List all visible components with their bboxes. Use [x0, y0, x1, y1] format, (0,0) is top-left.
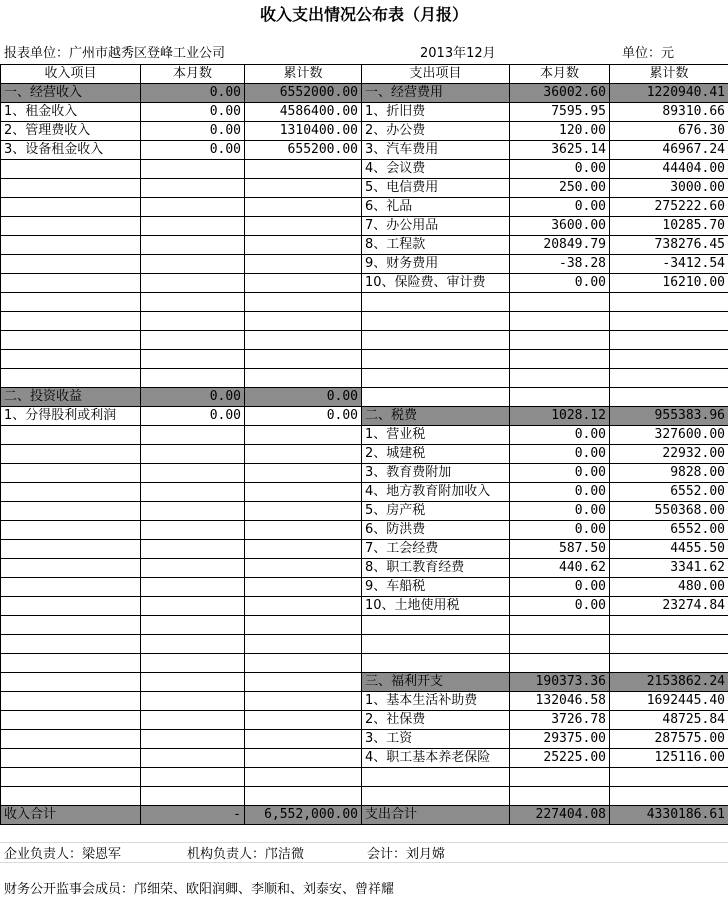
income-item — [1, 160, 141, 179]
income-item — [1, 217, 141, 236]
expense-month: 7595.95 — [510, 103, 610, 122]
expense-month — [510, 293, 610, 312]
expense-cumulative — [610, 616, 728, 635]
expense-month: 250.00 — [510, 179, 610, 198]
income-cumulative — [245, 521, 362, 540]
income-item — [1, 768, 141, 787]
expense-item: 7、工会经费 — [362, 540, 510, 559]
expense-item: 3、教育费附加 — [362, 464, 510, 483]
expense-cumulative: 9828.00 — [610, 464, 728, 483]
expense-item: 9、财务费用 — [362, 255, 510, 274]
income-month — [141, 331, 245, 350]
expense-cumulative — [610, 312, 728, 331]
expense-cumulative: 46967.24 — [610, 141, 728, 160]
income-item — [1, 369, 141, 388]
income-cumulative — [245, 236, 362, 255]
income-month — [141, 369, 245, 388]
expense-cumulative: 1692445.40 — [610, 692, 728, 711]
table-row — [1, 483, 728, 502]
expense-item: 1、营业税 — [362, 426, 510, 445]
income-cumulative: 0.00 — [245, 407, 362, 426]
expense-month: 0.00 — [510, 521, 610, 540]
income-month: - — [141, 806, 245, 825]
table-row — [1, 597, 728, 616]
expense-cumulative — [610, 635, 728, 654]
expense-item: 10、土地使用税 — [362, 597, 510, 616]
income-item — [1, 559, 141, 578]
expense-month: 0.00 — [510, 160, 610, 179]
expense-item: 5、房产税 — [362, 502, 510, 521]
expense-month — [510, 616, 610, 635]
column-header: 收入项目 — [1, 65, 141, 84]
table-row — [1, 749, 728, 768]
table-row — [1, 141, 728, 160]
expense-month: 120.00 — [510, 122, 610, 141]
expense-month: 0.00 — [510, 578, 610, 597]
expense-item: 2、办公费 — [362, 122, 510, 141]
expense-item: 2、城建税 — [362, 445, 510, 464]
expense-item: 4、职工基本养老保险 — [362, 749, 510, 768]
income-month — [141, 635, 245, 654]
income-month: 0.00 — [141, 122, 245, 141]
table-row — [1, 388, 728, 407]
income-item — [1, 540, 141, 559]
expense-month — [510, 350, 610, 369]
income-item — [1, 730, 141, 749]
income-month — [141, 578, 245, 597]
expense-cumulative: 4455.50 — [610, 540, 728, 559]
income-cumulative — [245, 464, 362, 483]
expense-item: 3、汽车费用 — [362, 141, 510, 160]
income-item — [1, 312, 141, 331]
currency-unit: 单位：元 — [622, 46, 675, 61]
table-row — [1, 654, 728, 673]
expense-month: 440.62 — [510, 559, 610, 578]
income-item — [1, 787, 141, 806]
expense-item: 4、会议费 — [362, 160, 510, 179]
income-cumulative — [245, 160, 362, 179]
expense-cumulative: 16210.00 — [610, 274, 728, 293]
income-item — [1, 483, 141, 502]
expense-month: 0.00 — [510, 464, 610, 483]
expense-cumulative — [610, 350, 728, 369]
income-item — [1, 426, 141, 445]
income-cumulative: 1310400.00 — [245, 122, 362, 141]
income-item — [1, 597, 141, 616]
income-cumulative — [245, 293, 362, 312]
income-month: 0.00 — [141, 103, 245, 122]
expense-item — [362, 293, 510, 312]
income-cumulative — [245, 426, 362, 445]
income-month — [141, 426, 245, 445]
income-cumulative — [245, 768, 362, 787]
income-month: 0.00 — [141, 141, 245, 160]
expense-month: -38.28 — [510, 255, 610, 274]
income-item: 一、经营收入 — [1, 84, 141, 103]
income-month — [141, 445, 245, 464]
expense-item — [362, 635, 510, 654]
expense-cumulative: 10285.70 — [610, 217, 728, 236]
income-item: 3、设备租金收入 — [1, 141, 141, 160]
income-cumulative — [245, 749, 362, 768]
expense-cumulative: 6552.00 — [610, 483, 728, 502]
expense-item: 8、工程款 — [362, 236, 510, 255]
expense-cumulative — [610, 369, 728, 388]
table-row — [1, 217, 728, 236]
income-month — [141, 350, 245, 369]
income-expense-table — [0, 64, 728, 825]
expense-item — [362, 331, 510, 350]
expense-cumulative: 44404.00 — [610, 160, 728, 179]
income-month — [141, 749, 245, 768]
income-item: 1、租金收入 — [1, 103, 141, 122]
expense-cumulative: 6552.00 — [610, 521, 728, 540]
expense-cumulative — [610, 787, 728, 806]
expense-month — [510, 768, 610, 787]
expense-cumulative — [610, 388, 728, 407]
table-row — [1, 255, 728, 274]
table-row — [1, 787, 728, 806]
expense-cumulative: 4330186.61 — [610, 806, 728, 825]
income-cumulative — [245, 198, 362, 217]
income-item — [1, 521, 141, 540]
expense-cumulative: 1220940.41 — [610, 84, 728, 103]
expense-cumulative: 2153862.24 — [610, 673, 728, 692]
table-row — [1, 407, 728, 426]
income-cumulative — [245, 255, 362, 274]
expense-month — [510, 369, 610, 388]
expense-month: 0.00 — [510, 502, 610, 521]
income-month — [141, 654, 245, 673]
table-row — [1, 369, 728, 388]
expense-item: 6、礼品 — [362, 198, 510, 217]
income-item — [1, 711, 141, 730]
income-cumulative — [245, 350, 362, 369]
expense-item: 3、工资 — [362, 730, 510, 749]
expense-month: 3600.00 — [510, 217, 610, 236]
income-item — [1, 578, 141, 597]
expense-cumulative — [610, 654, 728, 673]
reporting-unit: 报表单位：广州市越秀区登峰工业公司 — [4, 46, 226, 61]
expense-item: 支出合计 — [362, 806, 510, 825]
income-cumulative — [245, 312, 362, 331]
table-row — [1, 806, 728, 825]
expense-month: 0.00 — [510, 274, 610, 293]
table-row — [1, 559, 728, 578]
income-month — [141, 673, 245, 692]
income-month — [141, 255, 245, 274]
income-cumulative — [245, 274, 362, 293]
table-row — [1, 293, 728, 312]
expense-month — [510, 388, 610, 407]
expense-month: 36002.60 — [510, 84, 610, 103]
column-header: 本月数 — [141, 65, 245, 84]
expense-month: 25225.00 — [510, 749, 610, 768]
income-item — [1, 445, 141, 464]
expense-cumulative — [610, 331, 728, 350]
table-row — [1, 84, 728, 103]
expense-item: 三、福利开支 — [362, 673, 510, 692]
income-month: 0.00 — [141, 407, 245, 426]
report-period: 2013年12月 — [420, 46, 496, 61]
expense-cumulative: 738276.45 — [610, 236, 728, 255]
expense-item: 二、税费 — [362, 407, 510, 426]
expense-item: 1、折旧费 — [362, 103, 510, 122]
income-cumulative — [245, 445, 362, 464]
income-cumulative — [245, 559, 362, 578]
expense-month: 0.00 — [510, 483, 610, 502]
income-cumulative — [245, 597, 362, 616]
expense-month: 3625.14 — [510, 141, 610, 160]
income-month — [141, 312, 245, 331]
expense-item — [362, 388, 510, 407]
income-cumulative — [245, 369, 362, 388]
expense-item: 10、保险费、审计费 — [362, 274, 510, 293]
expense-cumulative: 287575.00 — [610, 730, 728, 749]
expense-month: 0.00 — [510, 198, 610, 217]
expense-item — [362, 616, 510, 635]
income-item — [1, 464, 141, 483]
expense-month — [510, 312, 610, 331]
table-row — [1, 673, 728, 692]
expense-cumulative — [610, 768, 728, 787]
expense-item: 2、社保费 — [362, 711, 510, 730]
table-row — [1, 103, 728, 122]
table-row — [1, 692, 728, 711]
table-row — [1, 578, 728, 597]
table-row — [1, 331, 728, 350]
expense-item — [362, 787, 510, 806]
table-row — [1, 445, 728, 464]
expense-item: 1、基本生活补助费 — [362, 692, 510, 711]
expense-month — [510, 331, 610, 350]
expense-item: 5、电信费用 — [362, 179, 510, 198]
table-row — [1, 350, 728, 369]
income-month — [141, 236, 245, 255]
report-title: 收入支出情况公布表（月报） — [259, 5, 468, 24]
expense-month: 0.00 — [510, 597, 610, 616]
income-month — [141, 160, 245, 179]
table-row — [1, 635, 728, 654]
expense-cumulative: -3412.54 — [610, 255, 728, 274]
expense-month: 227404.08 — [510, 806, 610, 825]
income-cumulative — [245, 673, 362, 692]
expense-cumulative: 3000.00 — [610, 179, 728, 198]
expense-month: 1028.12 — [510, 407, 610, 426]
income-item: 收入合计 — [1, 806, 141, 825]
column-header: 支出项目 — [362, 65, 510, 84]
expense-cumulative: 676.30 — [610, 122, 728, 141]
income-item — [1, 502, 141, 521]
table-row — [1, 711, 728, 730]
table-header-row — [1, 65, 728, 84]
income-month — [141, 597, 245, 616]
expense-cumulative: 3341.62 — [610, 559, 728, 578]
income-item: 1、分得股利或利润 — [1, 407, 141, 426]
expense-month: 29375.00 — [510, 730, 610, 749]
income-cumulative — [245, 787, 362, 806]
expense-month: 3726.78 — [510, 711, 610, 730]
expense-item: 7、办公用品 — [362, 217, 510, 236]
column-header: 累计数 — [610, 65, 728, 84]
table-row — [1, 198, 728, 217]
enterprise-head: 企业负责人：梁恩军 — [4, 847, 122, 862]
income-month — [141, 198, 245, 217]
income-item: 2、管理费收入 — [1, 122, 141, 141]
expense-month: 0.00 — [510, 445, 610, 464]
expense-month — [510, 787, 610, 806]
table-row — [1, 426, 728, 445]
income-cumulative: 655200.00 — [245, 141, 362, 160]
expense-month: 132046.58 — [510, 692, 610, 711]
income-month — [141, 730, 245, 749]
expense-cumulative: 955383.96 — [610, 407, 728, 426]
income-item — [1, 255, 141, 274]
table-row — [1, 274, 728, 293]
income-month: 0.00 — [141, 84, 245, 103]
expense-cumulative: 23274.84 — [610, 597, 728, 616]
income-month — [141, 502, 245, 521]
income-item — [1, 616, 141, 635]
expense-cumulative: 22932.00 — [610, 445, 728, 464]
table-row — [1, 179, 728, 198]
org-head: 机构负责人：邝洁微 — [187, 847, 305, 862]
table-row — [1, 521, 728, 540]
income-cumulative — [245, 578, 362, 597]
expense-cumulative: 327600.00 — [610, 426, 728, 445]
expense-item — [362, 350, 510, 369]
expense-item: 4、地方教育附加收入 — [362, 483, 510, 502]
expense-item — [362, 369, 510, 388]
expense-cumulative: 275222.60 — [610, 198, 728, 217]
income-month — [141, 274, 245, 293]
sheet-gridline — [0, 842, 728, 843]
expense-item: 6、防洪费 — [362, 521, 510, 540]
income-item — [1, 654, 141, 673]
income-item: 二、投资收益 — [1, 388, 141, 407]
expense-cumulative — [610, 293, 728, 312]
expense-month — [510, 635, 610, 654]
table-row — [1, 768, 728, 787]
income-cumulative — [245, 692, 362, 711]
income-cumulative — [245, 331, 362, 350]
income-item — [1, 274, 141, 293]
expense-item — [362, 768, 510, 787]
expense-cumulative: 125116.00 — [610, 749, 728, 768]
income-cumulative: 6552000.00 — [245, 84, 362, 103]
income-cumulative: 6,552,000.00 — [245, 806, 362, 825]
income-month — [141, 540, 245, 559]
expense-item: 8、职工教育经费 — [362, 559, 510, 578]
column-header: 本月数 — [510, 65, 610, 84]
expense-item — [362, 312, 510, 331]
income-item — [1, 673, 141, 692]
income-month — [141, 464, 245, 483]
income-month — [141, 293, 245, 312]
expense-item: 一、经营费用 — [362, 84, 510, 103]
expense-cumulative: 550368.00 — [610, 502, 728, 521]
table-row — [1, 122, 728, 141]
income-month — [141, 711, 245, 730]
table-row — [1, 160, 728, 179]
expense-cumulative: 480.00 — [610, 578, 728, 597]
income-item — [1, 179, 141, 198]
column-header: 累计数 — [245, 65, 362, 84]
income-month — [141, 692, 245, 711]
expense-item: 9、车船税 — [362, 578, 510, 597]
table-row — [1, 312, 728, 331]
income-month: 0.00 — [141, 388, 245, 407]
income-cumulative — [245, 711, 362, 730]
table-row — [1, 730, 728, 749]
table-row — [1, 502, 728, 521]
expense-month: 587.50 — [510, 540, 610, 559]
expense-cumulative: 48725.84 — [610, 711, 728, 730]
income-cumulative — [245, 540, 362, 559]
income-item — [1, 198, 141, 217]
income-month — [141, 559, 245, 578]
income-cumulative — [245, 217, 362, 236]
income-item — [1, 236, 141, 255]
income-month — [141, 787, 245, 806]
expense-month: 0.00 — [510, 426, 610, 445]
income-cumulative — [245, 483, 362, 502]
income-month — [141, 616, 245, 635]
income-month — [141, 217, 245, 236]
accountant: 会计：刘月嫦 — [367, 847, 446, 862]
income-cumulative — [245, 654, 362, 673]
income-cumulative — [245, 179, 362, 198]
table-row — [1, 236, 728, 255]
income-cumulative — [245, 502, 362, 521]
income-cumulative — [245, 616, 362, 635]
expense-cumulative: 89310.66 — [610, 103, 728, 122]
income-month — [141, 179, 245, 198]
income-cumulative — [245, 730, 362, 749]
income-item — [1, 749, 141, 768]
table-row — [1, 616, 728, 635]
income-month — [141, 521, 245, 540]
expense-item — [362, 654, 510, 673]
supervisory-committee: 财务公开监事会成员：邝细荣、欧阳润卿、李顺和、刘泰安、曾祥耀 — [4, 882, 395, 897]
expense-month: 190373.36 — [510, 673, 610, 692]
income-cumulative — [245, 635, 362, 654]
table-row — [1, 464, 728, 483]
table-row — [1, 540, 728, 559]
income-item — [1, 331, 141, 350]
income-month — [141, 768, 245, 787]
income-item — [1, 293, 141, 312]
income-cumulative: 4586400.00 — [245, 103, 362, 122]
expense-month: 20849.79 — [510, 236, 610, 255]
income-cumulative: 0.00 — [245, 388, 362, 407]
expense-month — [510, 654, 610, 673]
income-item — [1, 635, 141, 654]
income-item — [1, 350, 141, 369]
income-month — [141, 483, 245, 502]
income-item — [1, 692, 141, 711]
